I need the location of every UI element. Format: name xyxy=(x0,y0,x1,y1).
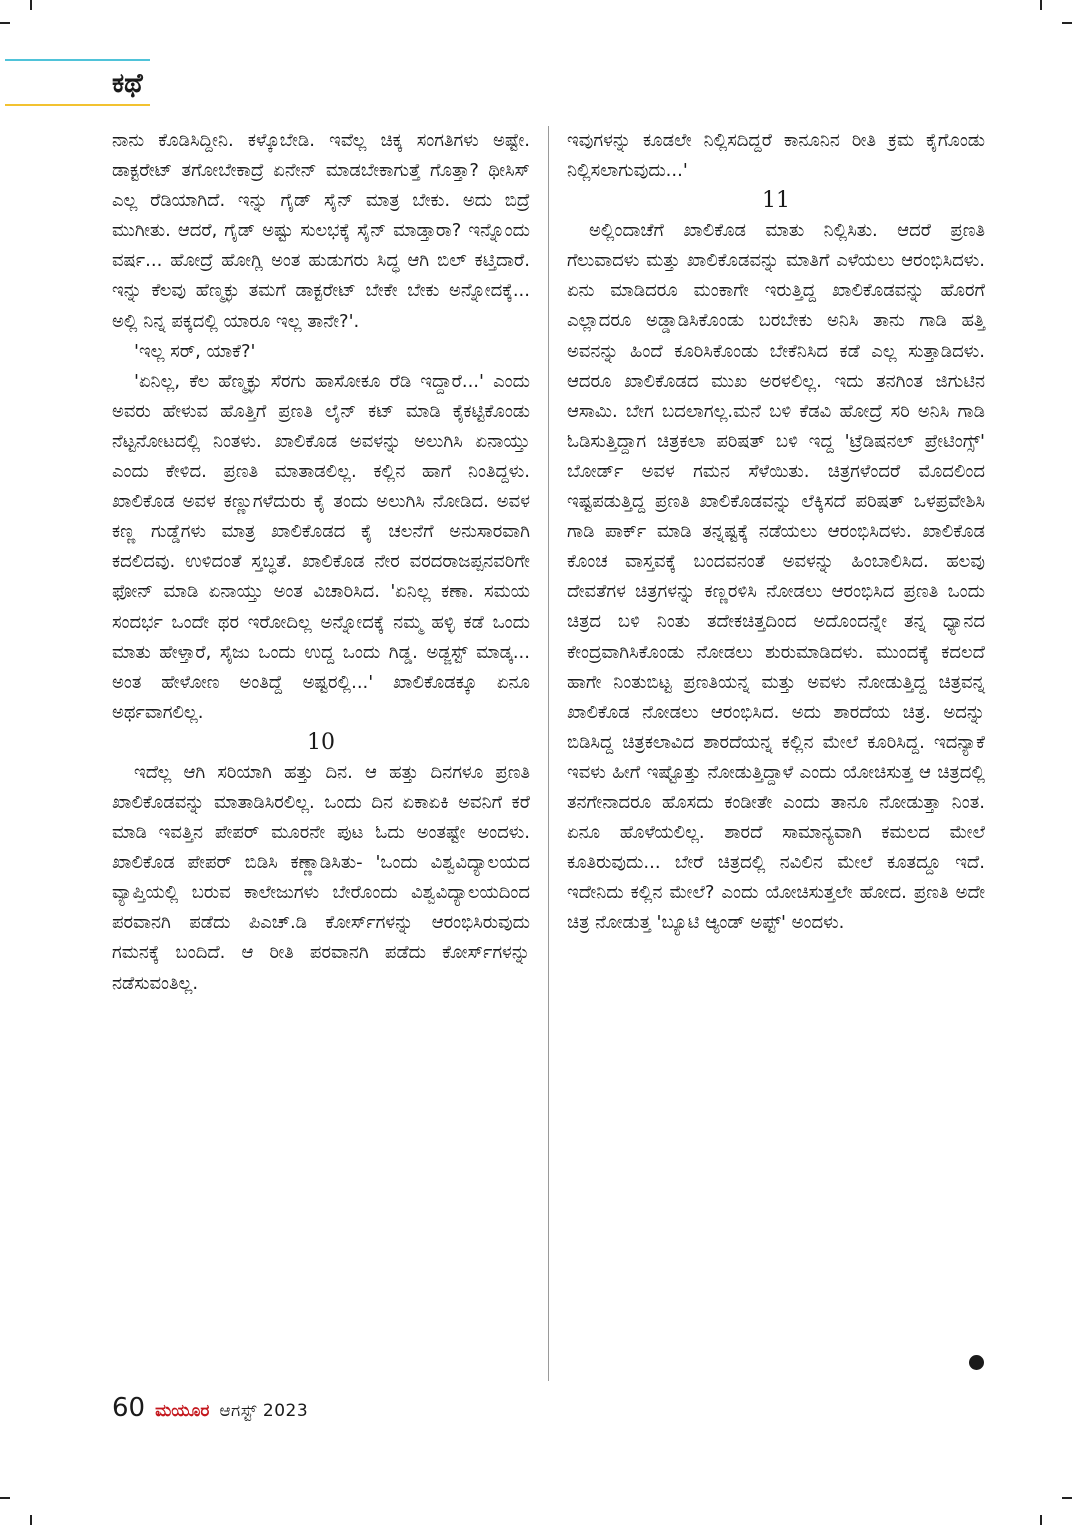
paragraph: 'ಇಲ್ಲ ಸರ್, ಯಾಕೆ?' xyxy=(134,340,256,362)
paragraph: 'ಏನಿಲ್ಲ, ಕೆಲ ಹೆಣ್ಮಕ್ಳು ಸೆರಗು ಹಾಸೋಕೂ ರೆಡಿ ಇದ್ದಾರೆ...' ಎಂದು ಅವರು ಹೇಳುವ ಹೊತ್ತಿಗೆ ಪ್ರಣತಿ ಲೈನ್ ಕಟ್ ಮಾಡಿ ಕೈಕಟ್ಟಿಕೊಂಡು ನೆಟ್ಟನೋಟದಲ್ಲಿ ನಿಂತಳು. ಖಾಲಿಕೊಡ ಅವಳನ್ನು ಅಲುಗಿಸಿ ಏನಾಯ್ತು ಎಂದು ಕೇಳಿದ. ಪ್ರಣತಿ ಮಾತಾಡಲಿಲ್ಲ. ಕಲ್ಲಿನ ಹಾಗೆ ನಿಂತಿದ್ದಳು. ಖಾಲಿಕೊಡ ಅವಳ ಕಣ್ಣುಗಳೆದುರು ಕೈ ತಂದು ಅಲುಗಿಸಿ ನೋಡಿದ. ಅವಳ ಕಣ್ಣ ಗುಡ್ಡೆಗಳು ಮಾತ್ರ ಖಾಲಿಕೊಡದ ಕೈ ಚಲನೆಗೆ ಅನುಸಾರವಾಗಿ ಕದಲಿದವು. ಉಳಿದಂತೆ ಸ್ತಬ್ಧತೆ. ಖಾಲಿಕೊಡ ನೇರ ವರದರಾಜಪ್ಪನವರಿಗೇ ಫೋನ್ ಮಾಡಿ ಏನಾಯ್ತು ಅಂತ ವಿಚಾರಿಸಿದ. 'ಏನಿಲ್ಲ ಕಣಾ. ಸಮಯ ಸಂದರ್ಭ ಒಂದೇ ಥರ ಇರೋದಿಲ್ಲ ಅನ್ನೋದಕ್ಕೆ ನಮ್ಮ ಹಳ್ಳಿ ಕಡೆ ಒಂದು ಮಾತು ಹೇಳ್ತಾರೆ, ಸೈಜು ಒಂದು ಉದ್ದ ಒಂದು ಗಿಡ್ಡ. ಅಡ್ಜಸ್ಟ್ ಮಾಡ್ಕ... ಅಂತ ಹೇಳೋಣ ಅಂತಿದ್ದೆ ಅಷ್ಟರಲ್ಲಿ...' ಖಾಲಿಕೊಡಕ್ಕೂ ಏನೂ ಅರ್ಥವಾಗಲಿಲ್ಲ. xyxy=(112,370,530,723)
crop-mark xyxy=(0,22,10,24)
crop-mark xyxy=(30,0,32,10)
end-mark xyxy=(969,1355,984,1370)
column-divider xyxy=(548,126,549,1381)
paragraph: ನಾನು ಕೊಡಿಸಿದ್ದೀನಿ. ಕಳ್ಕೊಬೇಡಿ. ಇವೆಲ್ಲ ಚಿಕ್ಕ ಸಂಗತಿಗಳು ಅಷ್ಟೇ. ಡಾಕ್ಟರೇಟ್ ತಗೋಬೇಕಾದ್ರೆ ಏನೇನ್ ಮಾಡಬೇಕಾಗುತ್ತೆ ಗೊತ್ತಾ? ಥೀಸಿಸ್ ಎಲ್ಲ ರೆಡಿಯಾಗಿದೆ. ಇನ್ನು ಗೈಡ್ ಸೈನ್ ಮಾತ್ರ ಬೇಕು. ಅದು ಬಿದ್ರೆ ಮುಗೀತು. ಆದರೆ, ಗೈಡ್ ಅಷ್ಟು ಸುಲಭಕ್ಕೆ ಸೈನ್ ಮಾಡ್ತಾರಾ? ಇನ್ನೊಂದು ವರ್ಷ... ಹೋದ್ರೆ ಹೋಗ್ಲಿ ಅಂತ ಹುಡುಗರು ಸಿದ್ಧ ಆಗಿ ಬಿಲ್ ಕಟ್ತಿದಾರೆ. ಇನ್ನು ಕೆಲವು ಹೆಣ್ಮಕ್ಳು ತಮಗೆ ಡಾಕ್ಟರೇಟ್ ಬೇಕೇ ಬೇಕು ಅನ್ನೋದಕ್ಕೆ... ಅಲ್ಲಿ ನಿನ್ನ ಪಕ್ಕದಲ್ಲಿ ಯಾರೂ ಇಲ್ಲ ತಾನೇ?'. xyxy=(112,130,530,332)
paragraph: ಇವುಗಳನ್ನು ಕೂಡಲೇ ನಿಲ್ಲಿಸದಿದ್ದರೆ ಕಾನೂನಿನ ರೀತಿ ಕ್ರಮ ಕೈಗೊಂಡು ನಿಲ್ಲಿಸಲಾಗುವುದು...' xyxy=(567,130,985,182)
section-title: ಕಥೆ xyxy=(112,68,143,99)
crop-mark xyxy=(0,1497,10,1499)
magazine-logo: ಮಯೂರ xyxy=(155,1401,210,1421)
crop-mark xyxy=(30,1515,32,1525)
article-column-right xyxy=(567,126,985,938)
crop-mark xyxy=(1040,0,1042,10)
page-number: 60 xyxy=(112,1393,146,1423)
crop-mark xyxy=(1062,22,1072,24)
issue-date: ಆಗಸ್ಟ್ 2023 xyxy=(219,1401,309,1421)
section-rule-bottom xyxy=(5,104,150,106)
crop-mark xyxy=(1062,1497,1072,1499)
paragraph: ಅಲ್ಲಿಂದಾಚೆಗೆ ಖಾಲಿಕೊಡ ಮಾತು ನಿಲ್ಲಿಸಿತು. ಆದರೆ ಪ್ರಣತಿ ಗೆಲುವಾದಳು ಮತ್ತು ಖಾಲಿಕೊಡವನ್ನು ಮಾತಿಗೆ ಎಳೆಯಲು ಆರಂಭಿಸಿದಳು. ಏನು ಮಾಡಿದರೂ ಮಂಕಾಗೇ ಇರುತ್ತಿದ್ದ ಖಾಲಿಕೊಡವನ್ನು ಹೊರಗೆ ಎಲ್ಲಾದರೂ ಅಡ್ಡಾಡಿಸಿಕೊಂಡು ಬರಬೇಕು ಅನಿಸಿ ತಾನು ಗಾಡಿ ಹತ್ತಿ ಅವನನ್ನು ಹಿಂದೆ ಕೂರಿಸಿಕೊಂಡು ಬೇಕೆನಿಸಿದ ಕಡೆ ಎಲ್ಲ ಸುತ್ತಾಡಿದಳು. ಆದರೂ ಖಾಲಿಕೊಡದ ಮುಖ ಅರಳಲಿಲ್ಲ. ಇದು ತನಗಿಂತ ಜಿಗುಟಿನ ಆಸಾಮಿ. ಬೇಗ ಬದಲಾಗಲ್ಲ.ಮನೆ ಬಳಿ ಕೆಡವಿ ಹೋದ್ರೆ ಸರಿ ಅನಿಸಿ ಗಾಡಿ ಓಡಿಸುತ್ತಿದ್ದಾಗ ಚಿತ್ರಕಲಾ ಪರಿಷತ್ ಬಳಿ ಇದ್ದ 'ಟ್ರೆಡಿಷನಲ್ ಪ್ರೇಟಿಂಗ್ಸ್' ಬೋರ್ಡ್ ಅವಳ ಗಮನ ಸೆಳೆಯಿತು. ಚಿತ್ರಗಳೆಂದರೆ ಮೊದಲಿಂದ ಇಷ್ಟಪಡುತ್ತಿದ್ದ ಪ್ರಣತಿ ಖಾಲಿಕೊಡವನ್ನು ಲೆಕ್ಕಿಸದೆ ಪರಿಷತ್ ಒಳಪ್ರವೇಶಿಸಿ ಗಾಡಿ ಪಾರ್ಕ್ ಮಾಡಿ ತನ್ನಷ್ಟಕ್ಕೆ ನಡೆಯಲು ಆರಂಭಿಸಿದಳು. ಖಾಲಿಕೊಡ ಕೊಂಚ ವಾಸ್ತವಕ್ಕೆ ಬಂದವನಂತೆ ಅವಳನ್ನು ಹಿಂಬಾಲಿಸಿದ. ಹಲವು ದೇವತೆಗಳ ಚಿತ್ರಗಳನ್ನು ಕಣ್ಣರಳಿಸಿ ನೋಡಲು ಆರಂಭಿಸಿದ ಪ್ರಣತಿ ಒಂದು ಚಿತ್ರದ ಬಳಿ ನಿಂತು ತದೇಕಚಿತ್ತದಿಂದ ಅದೊಂದನ್ನೇ ತನ್ನ ಧ್ಯಾನದ ಕೇಂದ್ರವಾಗಿಸಿಕೊಂಡು ನೋಡಲು ಶುರುಮಾಡಿದಳು. ಮುಂದಕ್ಕೆ ಕದಲದೆ ಹಾಗೇ ನಿಂತುಬಿಟ್ಟ ಪ್ರಣತಿಯನ್ನ ಮತ್ತು ಅವಳು ನೋಡುತ್ತಿದ್ದ ಚಿತ್ರವನ್ನ ಖಾಲಿಕೊಡ ನೋಡಲು ಆರಂಭಿಸಿದ. ಅದು ಶಾರದೆಯ ಚಿತ್ರ. ಅದನ್ನು ಬಿಡಿಸಿದ್ದ ಚಿತ್ರಕಲಾವಿದ ಶಾರದೆಯನ್ನ ಕಲ್ಲಿನ ಮೇಲೆ ಕೂರಿಸಿದ್ದ. ಇದನ್ಯಾಕೆ ಇವಳು ಹೀಗೆ ಇಷ್ಟೊತ್ತು ನೋಡುತ್ತಿದ್ದಾಳೆ ಎಂದು ಯೋಚಿಸುತ್ತ ಆ ಚಿತ್ರದಲ್ಲಿ ತನಗೇನಾದರೂ ಹೊಸದು ಕಂಡೀತೇ ಎಂದು ತಾನೂ ನೋಡುತ್ತಾ ನಿಂತ. ಏನೂ ಹೊಳೆಯಲಿಲ್ಲ. ಶಾರದೆ ಸಾಮಾನ್ಯವಾಗಿ ಕಮಲದ ಮೇಲೆ ಕೂತಿರುವುದು... ಬೇರೆ ಚಿತ್ರದಲ್ಲಿ ನವಿಲಿನ ಮೇಲೆ ಕೂತದ್ದೂ ಇದೆ. ಇದೇನಿದು ಕಲ್ಲಿನ ಮೇಲೆ? ಎಂದು ಯೋಚಿಸುತ್ತಲೇ ಹೋದ. ಪ್ರಣತಿ ಅದೇ ಚಿತ್ರ ನೋಡುತ್ತ 'ಬ್ಯೂಟಿ ಆ್ಯಂಡ್ ಅಪ್ಟ್' ಅಂದಳು. xyxy=(567,220,985,934)
crop-mark xyxy=(1040,1515,1042,1525)
section-rule-top xyxy=(5,59,150,61)
chapter-number: 10 xyxy=(307,729,335,755)
article-column-left xyxy=(112,126,530,999)
page-footer xyxy=(112,1393,308,1429)
paragraph: ಇದೆಲ್ಲ ಆಗಿ ಸರಿಯಾಗಿ ಹತ್ತು ದಿನ. ಆ ಹತ್ತು ದಿನಗಳೂ ಪ್ರಣತಿ ಖಾಲಿಕೊಡವನ್ನು ಮಾತಾಡಿಸಿರಲಿಲ್ಲ. ಒಂದು ದಿನ ಏಕಾಏಕಿ ಅವನಿಗೆ ಕರೆ ಮಾಡಿ ಇವತ್ತಿನ ಪೇಪರ್ ಮೂರನೇ ಪುಟ ಓದು ಅಂತಷ್ಟೇ ಅಂದಳು. ಖಾಲಿಕೊಡ ಪೇಪರ್ ಬಿಡಿಸಿ ಕಣ್ಣಾಡಿಸಿತು- 'ಒಂದು ವಿಶ್ವವಿದ್ಯಾಲಯದ ವ್ಯಾಪ್ತಿಯಲ್ಲಿ ಬರುವ ಕಾಲೇಜುಗಳು ಬೇರೊಂದು ವಿಶ್ವವಿದ್ಯಾಲಯದಿಂದ ಪರವಾನಗಿ ಪಡೆದು ಪಿಎಚ್.ಡಿ ಕೋರ್ಸ್‌ಗಳನ್ನು ಆರಂಭಿಸಿರುವುದು ಗಮನಕ್ಕೆ ಬಂದಿದೆ. ಆ ರೀತಿ ಪರವಾನಗಿ ಪಡೆದು ಕೋರ್ಸ್‌ಗಳನ್ನು ನಡೆಸುವಂತಿಲ್ಲ. xyxy=(112,761,530,994)
chapter-number: 11 xyxy=(762,188,790,214)
